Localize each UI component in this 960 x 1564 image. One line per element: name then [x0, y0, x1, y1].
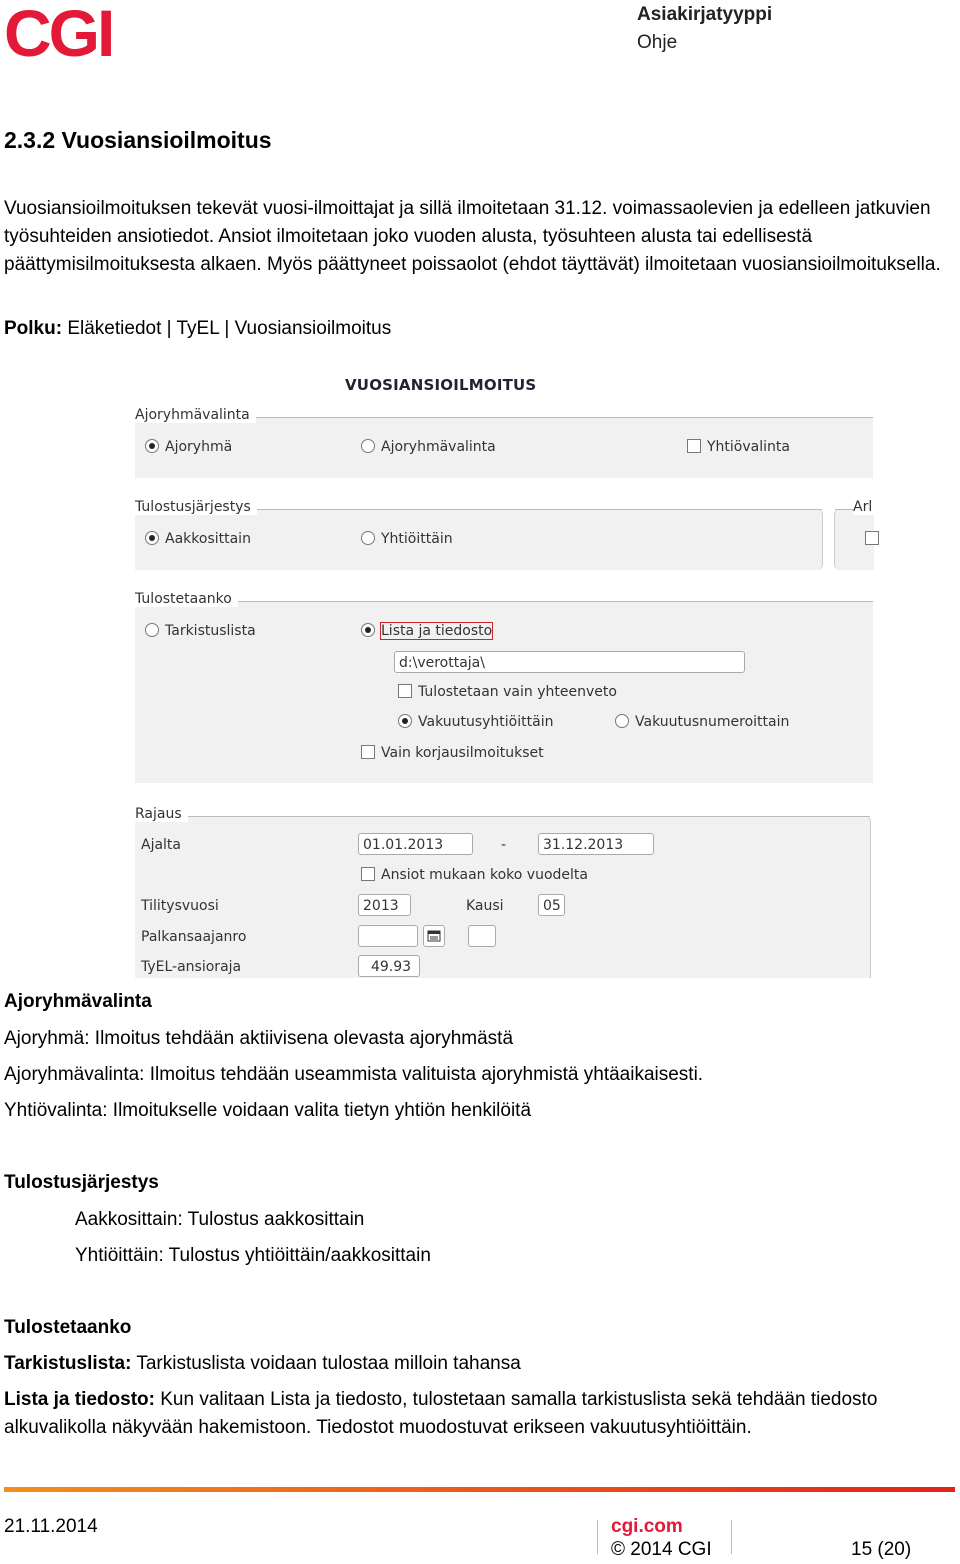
group-legend: Tulostusjärjestys [135, 499, 257, 515]
radio-yhtioittain[interactable]: Yhtiöittäin [361, 531, 453, 547]
checkbox-koko-vuodelta[interactable]: Ansiot mukaan koko vuodelta [361, 867, 588, 883]
tulostetaanko-heading: Tulostetaanko [4, 1317, 132, 1338]
checkbox-icon [361, 745, 375, 759]
footer-page-number: 15 (20) [851, 1539, 912, 1560]
tyel-ansioraja-input[interactable]: 49.93 [358, 955, 420, 977]
form-screenshot [135, 370, 873, 978]
tilitysvuosi-input[interactable]: 2013 [358, 894, 411, 916]
group-ajoryhmavalinta [135, 407, 873, 478]
radio-ajoryhma[interactable]: Ajoryhmä [145, 439, 232, 455]
date-dash: - [501, 837, 507, 853]
doc-type-value: Ohje [637, 32, 678, 53]
checkbox-icon [398, 684, 412, 698]
intro-paragraph: Vuosiansioilmoituksen tekevät vuosi-ilmoittajat ja sillä ilmoitetaan 31.12. voimassaolevien ja edelleen jatkuvien työsuhteiden ansiotiedot. Ansiot ilmoitetaan joko vuoden alusta, työsuhteen alusta tai edellisestä päättymisilmoituksesta alkaen. Myös päättyneet poissaolot (ehdot täyttävät) ilmoitetaan vuosiansioilmoituksella. [4, 198, 941, 275]
radio-icon [615, 714, 629, 728]
group-tulostusjarjestys [135, 499, 823, 570]
extra-input[interactable] [468, 925, 496, 947]
radio-vakuutusyhtioittain[interactable]: Vakuutusyhtiöittäin [398, 714, 553, 730]
tyel-ansioraja-label: TyEL-ansioraja [141, 959, 242, 975]
palkansaajanro-input[interactable] [358, 925, 418, 947]
date-from-input[interactable]: 01.01.2013 [358, 833, 473, 855]
checkbox-icon [687, 439, 701, 453]
group-tulostetaanko [135, 591, 873, 783]
radio-icon [361, 531, 375, 545]
radio-icon [361, 623, 375, 637]
radio-icon [145, 623, 159, 637]
radio-icon [145, 531, 159, 545]
checkbox-vain-korjausilmoitukset[interactable]: Vain korjausilmoitukset [361, 745, 544, 761]
navigation-path [4, 315, 391, 343]
kausi-label: Kausi [466, 898, 504, 914]
footer-separator [597, 1520, 598, 1554]
checkbox-icon [865, 531, 879, 545]
group-right-partial [834, 499, 874, 570]
ajoryhma-desc: Ajoryhmä: Ilmoitus tehdään aktiivisena olevasta ajoryhmästä [4, 1028, 514, 1049]
group-legend: Ajoryhmävalinta [135, 407, 256, 423]
checkbox-icon [361, 867, 375, 881]
footer-site-link[interactable]: cgi.com [611, 1516, 683, 1537]
path-value: Eläketiedot | TyEL | Vuosiansioilmoitus [67, 318, 392, 339]
doc-type-label: Asiakirjatyyppi [637, 4, 773, 25]
tulostusjarjestys-heading: Tulostusjärjestys [4, 1172, 159, 1193]
radio-vakuutusnumeroittain[interactable]: Vakuutusnumeroittain [615, 714, 789, 730]
checkbox-partial[interactable] [865, 531, 885, 547]
selected-option-highlight: Lista ja tiedosto [381, 623, 493, 639]
path-label: Polku: [4, 318, 63, 339]
aakkosittain-desc: Aakkosittain: Tulostus aakkosittain [75, 1209, 365, 1230]
yhtioittain-desc: Yhtiöittäin: Tulostus yhtiöittäin/aakkosittain [75, 1245, 431, 1266]
tilitysvuosi-label: Tilitysvuosi [141, 898, 219, 914]
directory-path-input[interactable]: d:\verottaja\ [394, 651, 745, 673]
radio-icon [145, 439, 159, 453]
footer-copyright: © 2014 CGI [611, 1539, 712, 1560]
date-to-input[interactable]: 31.12.2013 [538, 833, 654, 855]
checkbox-yhtiovalinta[interactable]: Yhtiövalinta [687, 439, 790, 455]
footer-date: 21.11.2014 [4, 1516, 98, 1537]
calendar-icon[interactable] [423, 925, 445, 947]
ajoryhmavalinta-desc: Ajoryhmävalinta: Ilmoitus tehdään useammista valituista ajoryhmistä yhtäaikaisesti. [4, 1064, 704, 1085]
radio-icon [361, 439, 375, 453]
form-title: VUOSIANSIOILMOITUS [345, 376, 537, 394]
footer-divider [4, 1487, 955, 1492]
ajoryhmavalinta-heading: Ajoryhmävalinta [4, 991, 152, 1012]
radio-aakkosittain[interactable]: Aakkosittain [145, 531, 251, 547]
group-legend: Rajaus [135, 806, 188, 822]
group-legend: Tulostetaanko [135, 591, 238, 607]
cgi-logo: CGI [4, 0, 113, 70]
kausi-input[interactable]: 05 [538, 894, 565, 916]
group-legend: Arl [853, 499, 878, 515]
group-rajaus [135, 806, 871, 978]
radio-icon [398, 714, 412, 728]
radio-tarkistuslista[interactable]: Tarkistuslista [145, 623, 256, 639]
radio-lista-ja-tiedosto[interactable] [361, 623, 492, 639]
yhtiovalinta-desc: Yhtiövalinta: Ilmoitukselle voidaan valita tietyn yhtiön henkilöitä [4, 1100, 532, 1121]
footer-separator [731, 1520, 732, 1554]
palkansaajanro-label: Palkansaajanro [141, 929, 247, 945]
checkbox-vain-yhteenveto[interactable]: Tulostetaan vain yhteenveto [398, 684, 617, 700]
tarkistuslista-desc: Tarkistuslista: Tarkistuslista voidaan tulostaa milloin tahansa [4, 1353, 521, 1374]
ajalta-label: Ajalta [141, 837, 182, 853]
section-heading: 2.3.2 Vuosiansioilmoitus [4, 127, 272, 153]
radio-ajoryhmavalinta[interactable]: Ajoryhmävalinta [361, 439, 496, 455]
lista-ja-tiedosto-desc: Lista ja tiedosto: Kun valitaan Lista ja tiedosto, tulostetaan samalla tarkistuslista sekä tehdään tiedosto alkuvalikolla näkyvään hakemistoon. Tiedostot muodostuvat erikseen vakuutusyhtiöittäin. [4, 1389, 878, 1438]
